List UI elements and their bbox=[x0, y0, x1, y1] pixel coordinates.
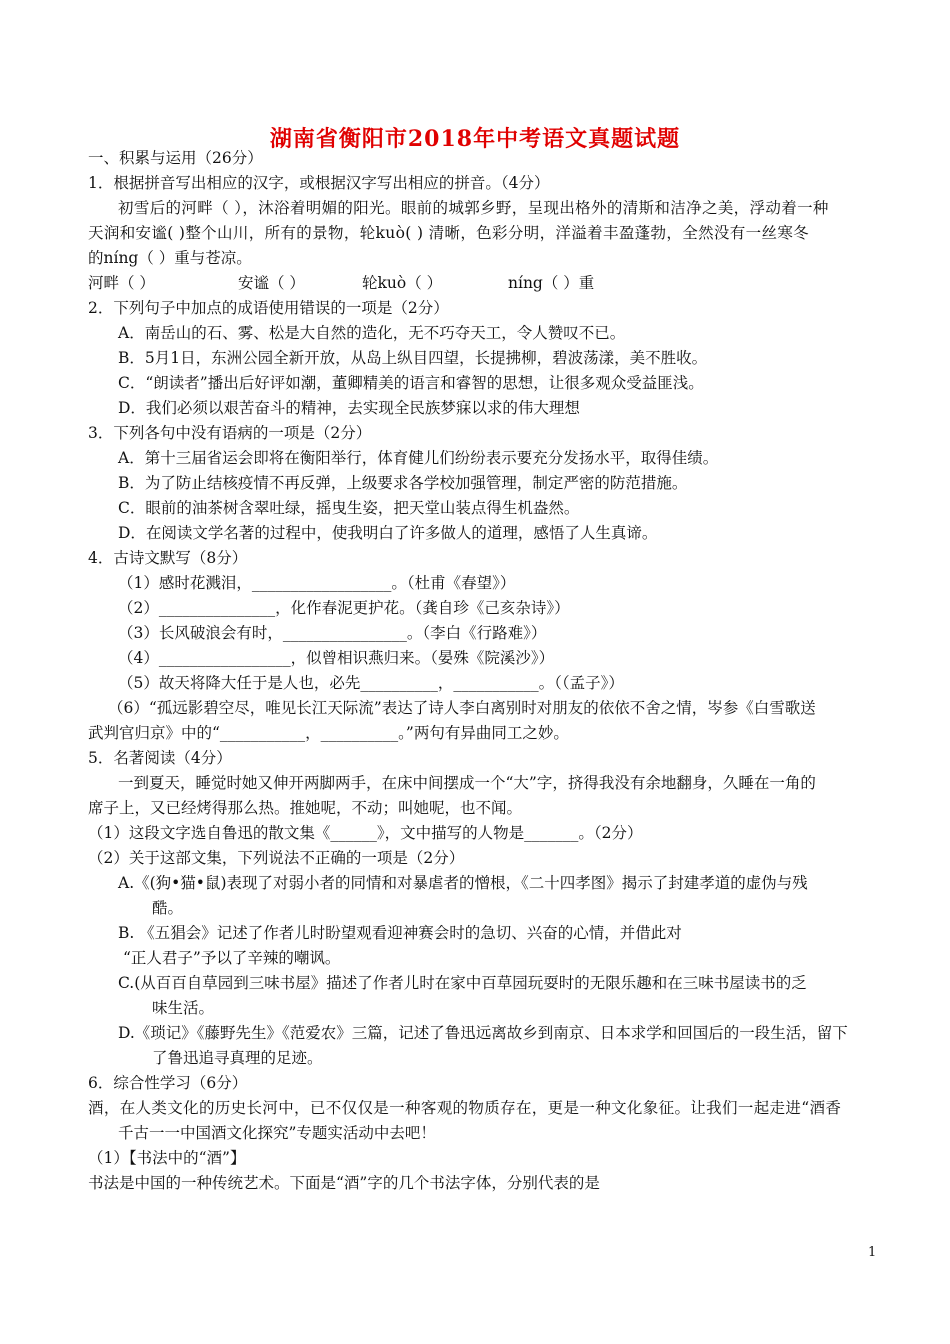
option-item[interactable]: D．在阅读文学名著的过程中，使我明白了许多做人的道理，感悟了人生真谛。 bbox=[118, 524, 658, 542]
recitation-item[interactable]: （5）故天将降大任于是人也，必先__________，___________。（（孟子》） bbox=[118, 674, 624, 692]
recitation-item[interactable]: （1）感时花溅泪，__________________。（杜甫《春望》） bbox=[118, 574, 516, 592]
option-item[interactable]: A．南岳山的石、雾、松是大自然的造化，无不巧夺天工，令人赞叹不已。 bbox=[118, 324, 626, 342]
option-item[interactable]: C.(从百百自草园到三味书屋》描述了作者儿时在家中百草园玩耍时的无限乐趣和在三味书屋读书的乏 bbox=[118, 974, 807, 992]
answer-blank[interactable]: 轮kuò（ ） bbox=[362, 274, 443, 292]
answer-blank[interactable]: níng（ ）重 bbox=[508, 274, 595, 292]
question-1-text-line: 的níng（ ）重与苍凉。 bbox=[88, 249, 252, 267]
option-item[interactable]: A．第十三届省运会即将在衡阳举行，体育健儿们纷纷表示要充分发扬水平，取得佳绩。 bbox=[118, 449, 719, 467]
question-6-stem: 6．综合性学习（6分） bbox=[88, 1074, 248, 1092]
sub-question: （1）【书法中的“酒”】 bbox=[88, 1149, 246, 1167]
question-1-stem: 1．根据拼音写出相应的汉字，或根据汉字写出相应的拼音。（4分） bbox=[88, 174, 550, 192]
passage-line: 一到夏天，睡觉时她又伸开两脚两手，在床中间摆成一个“大”字，挤得我没有余地翻身，久睡在一角的 bbox=[118, 774, 816, 792]
option-item-continued: “正人君子”予以了辛辣的嘲讽。 bbox=[123, 949, 341, 967]
question-1-text-line: 初雪后的河畔（ ），沐浴着明媚的阳光。眼前的城郭乡野，呈现出格外的清斯和洁净之美，浮动着一种 bbox=[118, 199, 829, 217]
option-item[interactable]: D.《琐记》《藤野先生》《范爱农》三篇，记述了鲁迅远离故乡到南京、日本求学和回国后的一段生活，留下 bbox=[118, 1024, 848, 1042]
intro-line: 千古一一中国酒文化探究”专题实活动中去吧！ bbox=[118, 1124, 436, 1142]
intro-line: 酒，在人类文化的历史长河中，已不仅仅是一种客观的物质存在，更是一种文化象征。让我们一起走进“酒香 bbox=[88, 1099, 842, 1117]
section-heading: 一、积累与运用（26分） bbox=[88, 149, 263, 167]
option-item[interactable]: D．我们必须以艰苦奋斗的精神，去实现全民族梦寐以求的伟大理想 bbox=[118, 399, 580, 417]
option-item[interactable]: B. 《五猖会》记述了作者儿时盼望观看迎神赛会时的急切、兴奋的心情，并借此对 bbox=[118, 924, 682, 942]
sub-question[interactable]: （1）这段文字选自鲁迅的散文集《______》，文中描写的人物是_______。（2分） bbox=[88, 824, 643, 842]
question-3-stem: 3．下列各句中没有语病的一项是（2分） bbox=[88, 424, 372, 442]
question-5-stem: 5．名著阅读（4分） bbox=[88, 749, 232, 767]
option-item[interactable]: C．“朗读者”播出后好评如潮，董卿精美的语言和睿智的思想，让很多观众受益匪浅。 bbox=[118, 374, 704, 392]
option-item[interactable]: A.《(狗•猫•鼠)表现了对弱小者的同情和对暴虐者的憎根，《二十四孝图》揭示了封建孝道的虚伪与残 bbox=[118, 874, 808, 892]
option-item[interactable]: B．为了防止结核疫情不再反弹，上级要求各学校加强管理，制定严密的防范措施。 bbox=[118, 474, 688, 492]
question-4-stem: 4．古诗文默写（8分） bbox=[88, 549, 248, 567]
question-1-text-line: 天润和安谧( )整个山川，所有的景物，轮kuò( ) 清晰，色彩分明，洋溢着丰盈蓬勃，全然没有一丝寒冬 bbox=[88, 224, 810, 242]
recitation-item[interactable]: （4）_________________，似曾相识燕归来。（晏殊《院溪沙》） bbox=[118, 649, 555, 667]
option-item-continued: 了鲁迅追寻真理的足迹。 bbox=[152, 1049, 323, 1067]
sub-question-text: 书法是中国的一种传统艺术。下面是“酒”字的几个书法字体，分别代表的是 bbox=[88, 1174, 600, 1192]
passage-line: 席子上，又已经烤得那么热。推她呢，不动；叫她呢，也不闻。 bbox=[88, 799, 523, 817]
recitation-item[interactable]: （2）_______________，化作春泥更护花。（龚自珍《己亥杂诗》） bbox=[118, 599, 570, 617]
option-item-continued: 酷。 bbox=[152, 899, 184, 917]
recitation-item[interactable]: （6）“孤远影碧空尽，唯见长江天际流”表达了诗人李白离别时对朋友的依依不舍之情，岑参《白雪歌送 bbox=[108, 699, 816, 717]
option-item-continued: 味生活。 bbox=[152, 999, 215, 1017]
page-title: 湖南省衡阳市2018年中考语文真题试题 bbox=[269, 126, 681, 152]
recitation-item[interactable]: （3）长风破浪会有时，________________。（李白《行路难》） bbox=[118, 624, 547, 642]
sub-question: （2）关于这部文集，下列说法不正确的一项是（2分） bbox=[88, 849, 465, 867]
page-number: 1 bbox=[868, 1245, 877, 1260]
option-item[interactable]: B．5月1日，东洲公园全新开放，从岛上纵目四望，长提拂柳，碧波荡漾，美不胜收。 bbox=[118, 349, 708, 367]
answer-blank[interactable]: 安谧（ ） bbox=[238, 274, 305, 292]
answer-blank[interactable]: 河畔（ ） bbox=[88, 274, 155, 292]
question-2-stem: 2．下列句子中加点的成语使用错误的一项是（2分） bbox=[88, 299, 449, 317]
option-item[interactable]: C．眼前的油茶树含翠吐绿，摇曳生姿，把天堂山装点得生机盎然。 bbox=[118, 499, 580, 517]
recitation-item-continued[interactable]: 武判官归京》中的“___________，__________。”两句有异曲同工之妙。 bbox=[88, 724, 569, 742]
